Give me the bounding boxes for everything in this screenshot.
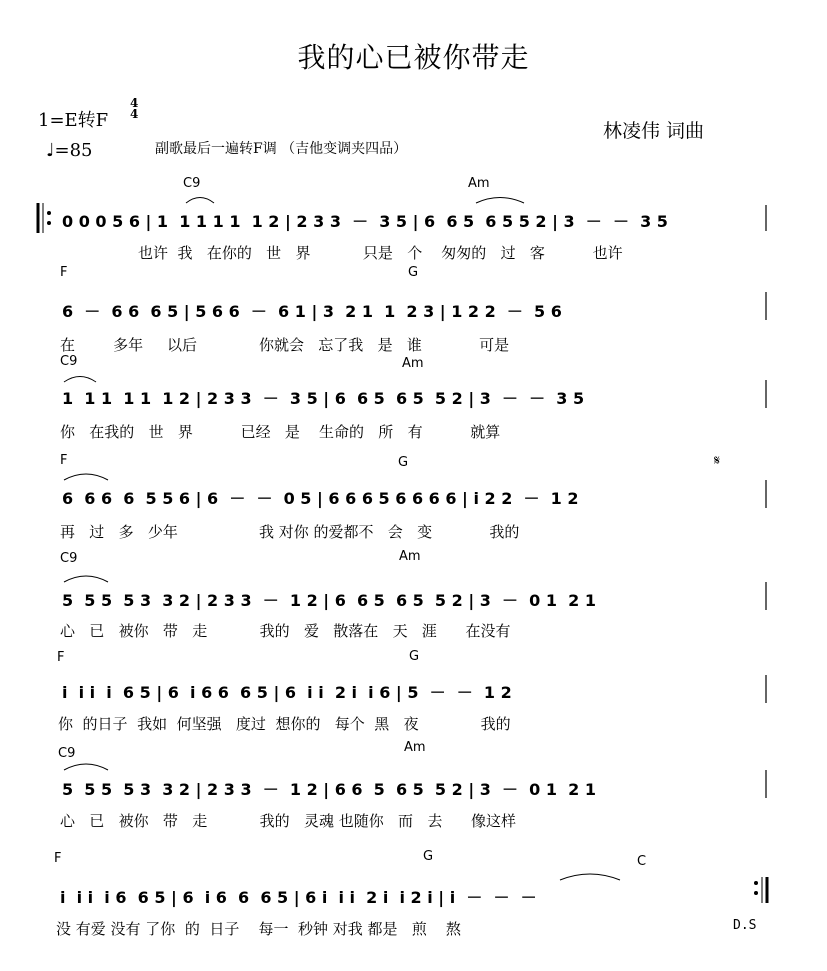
notation-line: 1 1 1 1 1 1 2 | 2 3 3 － 3 5 | 6 6 5 6 5 5 2 | 3 － － 3 5 — [62, 389, 585, 408]
chord-label: G — [408, 265, 419, 280]
time-signature-bottom: 4 — [130, 107, 139, 121]
key-signature: 1=E转F — [38, 110, 109, 131]
chord-label: C9 — [60, 354, 78, 369]
ds-marking: D.S — [733, 918, 757, 933]
performance-note: 副歌最后一遍转F调 （吉他变调夹四品） — [155, 141, 408, 157]
segno-sign: 𝄋 — [714, 453, 721, 469]
chord-label: G — [398, 455, 409, 470]
lyrics-line: 也许 我 在你的 世 界 只是 个 匆匆的 过 客 也许 — [138, 244, 623, 262]
notation-line: 5 5 5 5 3 3 2 | 2 3 3 － 1 2 | 6 6 5 6 5 5 2 | 3 － 0 1 2 1 — [62, 780, 596, 799]
notation-line: i i i i 6 6 5 | 6 i 6 6 6 5 | 6 i i i 2 i i 2 i | i － － － — [60, 888, 537, 907]
chord-label: C — [637, 854, 647, 869]
chord-label: F — [60, 453, 68, 468]
notation-line: 6 － 6 6 6 5 | 5 6 6 － 6 1 | 3 2 1 1 2 3 | 1 2 2 － 5 6 — [62, 302, 562, 321]
lyrics-line: 心 已 被你 带 走 我的 爱 散落在 天 涯 在没有 — [60, 622, 511, 640]
song-title: 我的心已被你带走 — [297, 41, 530, 74]
chord-label: C9 — [58, 746, 76, 761]
chord-label: C9 — [183, 176, 201, 191]
lyrics-line: 心 已 被你 带 走 我的 灵魂 也随你 而 去 像这样 — [60, 812, 516, 830]
lyrics-line: 在 多年 以后 你就会 忘了我 是 谁 可是 — [60, 336, 510, 354]
chord-label: F — [60, 265, 68, 280]
lyrics-line: 没 有爱 没有 了你 的 日子 每一 秒钟 对我 都是 煎 熬 — [56, 920, 461, 938]
lyrics-line: 再 过 多 少年 我 对你 的爱都不 会 变 我的 — [60, 523, 520, 541]
chord-label: F — [57, 650, 65, 665]
lyrics-line: 你 在我的 世 界 已经 是 生命的 所 有 就算 — [60, 423, 501, 441]
notation-line: 5 5 5 5 3 3 2 | 2 3 3 － 1 2 | 6 6 5 6 5 5 2 | 3 － 0 1 2 1 — [62, 591, 596, 610]
chord-label: G — [409, 649, 420, 664]
tempo-marking: ♩=85 — [46, 140, 93, 161]
chord-label: G — [423, 849, 434, 864]
time-signature-top: 4 — [130, 96, 139, 110]
notation-line: i i i i 6 5 | 6 i 6 6 6 5 | 6 i i 2 i i 6 | 5 － － 1 2 — [62, 683, 512, 702]
chord-label: F — [54, 851, 62, 866]
lyrics-line: 你 的日子 我如 何坚强 度过 想你的 每个 黑 夜 我的 — [58, 715, 511, 733]
notation-line: 0 0 0 5 6 | 1 1 1 1 1 1 2 | 2 3 3 － 3 5 | 6 6 5 6 5 5 2 | 3 － － 3 5 — [62, 212, 668, 231]
notation-line: 6 6 6 6 5 5 6 | 6 － － 0 5 | 6 6 6 5 6 6 6 6 | i 2 2 － 1 2 — [62, 489, 579, 508]
author-credit: 林凌伟 词曲 — [603, 120, 705, 142]
chord-label: Am — [404, 740, 426, 755]
chord-label: Am — [399, 549, 421, 564]
chord-label: Am — [468, 176, 490, 191]
chord-label: C9 — [60, 551, 78, 566]
chord-label: Am — [402, 356, 424, 371]
